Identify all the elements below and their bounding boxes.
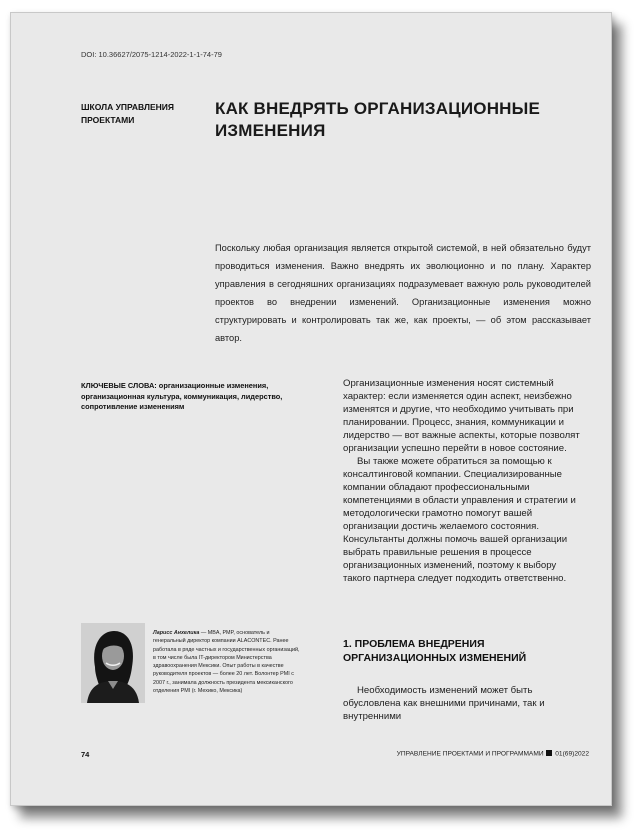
- author-bio: [153, 629, 303, 695]
- journal-page: [10, 12, 612, 806]
- author-photo: [81, 623, 145, 703]
- keywords: КЛЮЧЕВЫЕ СЛОВА: организационные изменения, организационная культура, коммуникация, лидерство, сопротивление изменениям: [81, 381, 283, 411]
- article-title: КАК ВНЕДРЯТЬ ОРГАНИЗАЦИОННЫЕ ИЗМЕНЕНИЯ: [215, 99, 541, 140]
- author-portrait-image: [81, 623, 145, 703]
- author-bio-text: — MBA, PMP, основатель и генеральный директор компании ALACONTEC. Ранее работала в ряде частных и государственных организаций, в том числе была IT-директором Министерства здравоохранения Мексики. Опыт работы в качестве руководителя проектов — более 20 лет. Волонтер PMI с 2007 г., занимала должность президента мексиканского отделения PMI (г. Мехико, Мексика): [153, 630, 300, 695]
- journal-name: УПРАВЛЕНИЕ ПРОЕКТАМИ И ПРОГРАММАМИ: [396, 750, 544, 758]
- square-separator-icon: [546, 750, 552, 756]
- body-paragraph-1: Организационные изменения носят системный характер: если изменяется один аспект, неизбежно изменятся и другие, что необходимо учитывать при планировании. Процесс, знания, коммуникации и лидерство — вот важные аспекты, которые позволят организации успешно перейти в новое состояние.: [343, 378, 580, 454]
- page-number: 74: [81, 750, 90, 759]
- journal-issue: 01(69)2022: [555, 750, 589, 758]
- section-heading: 1. ПРОБЛЕМА ВНЕДРЕНИЯ ОРГАНИЗАЦИОННЫХ ИЗМЕНЕНИЙ: [343, 638, 527, 664]
- doi: DOI: 10.36627/2075-1214-2022-1-1-74-79: [81, 50, 222, 59]
- body-paragraph-2: Вы также можете обратиться за помощью к консалтинговой компании. Специализированные компании обладают профессиональными компетенциями в области управления и стратегии и методологически грамотно помогут вашей организации достичь желаемого состояния. Консультанты должны помочь вашей организации выбрать правильные решения в процессе организационных изменений, поэтому к выбору такого партнера следует подходить ответственно.: [343, 456, 576, 584]
- body-column: [343, 377, 585, 585]
- body-paragraph-3: Необходимость изменений может быть обусловлена как внешними причинами, так и внутренними: [343, 685, 545, 722]
- journal-footer: [341, 750, 589, 758]
- author-name: Ларисс Анхелика: [153, 630, 200, 636]
- rubric: ШКОЛА УПРАВЛЕНИЯ ПРОЕКТАМИ: [81, 102, 174, 125]
- lead-paragraph: Поскольку любая организация является открытой системой, в ней обязательно будут проводиться изменения. Важно внедрять их эволюционно и по плану. Характер управления в сегодняшних организациях подразумевает важную роль руководителей проектов во внедрении изменений. Организационные изменения можно структурировать и контролировать так же, как проекты, — об этом рассказывает автор.: [215, 243, 591, 343]
